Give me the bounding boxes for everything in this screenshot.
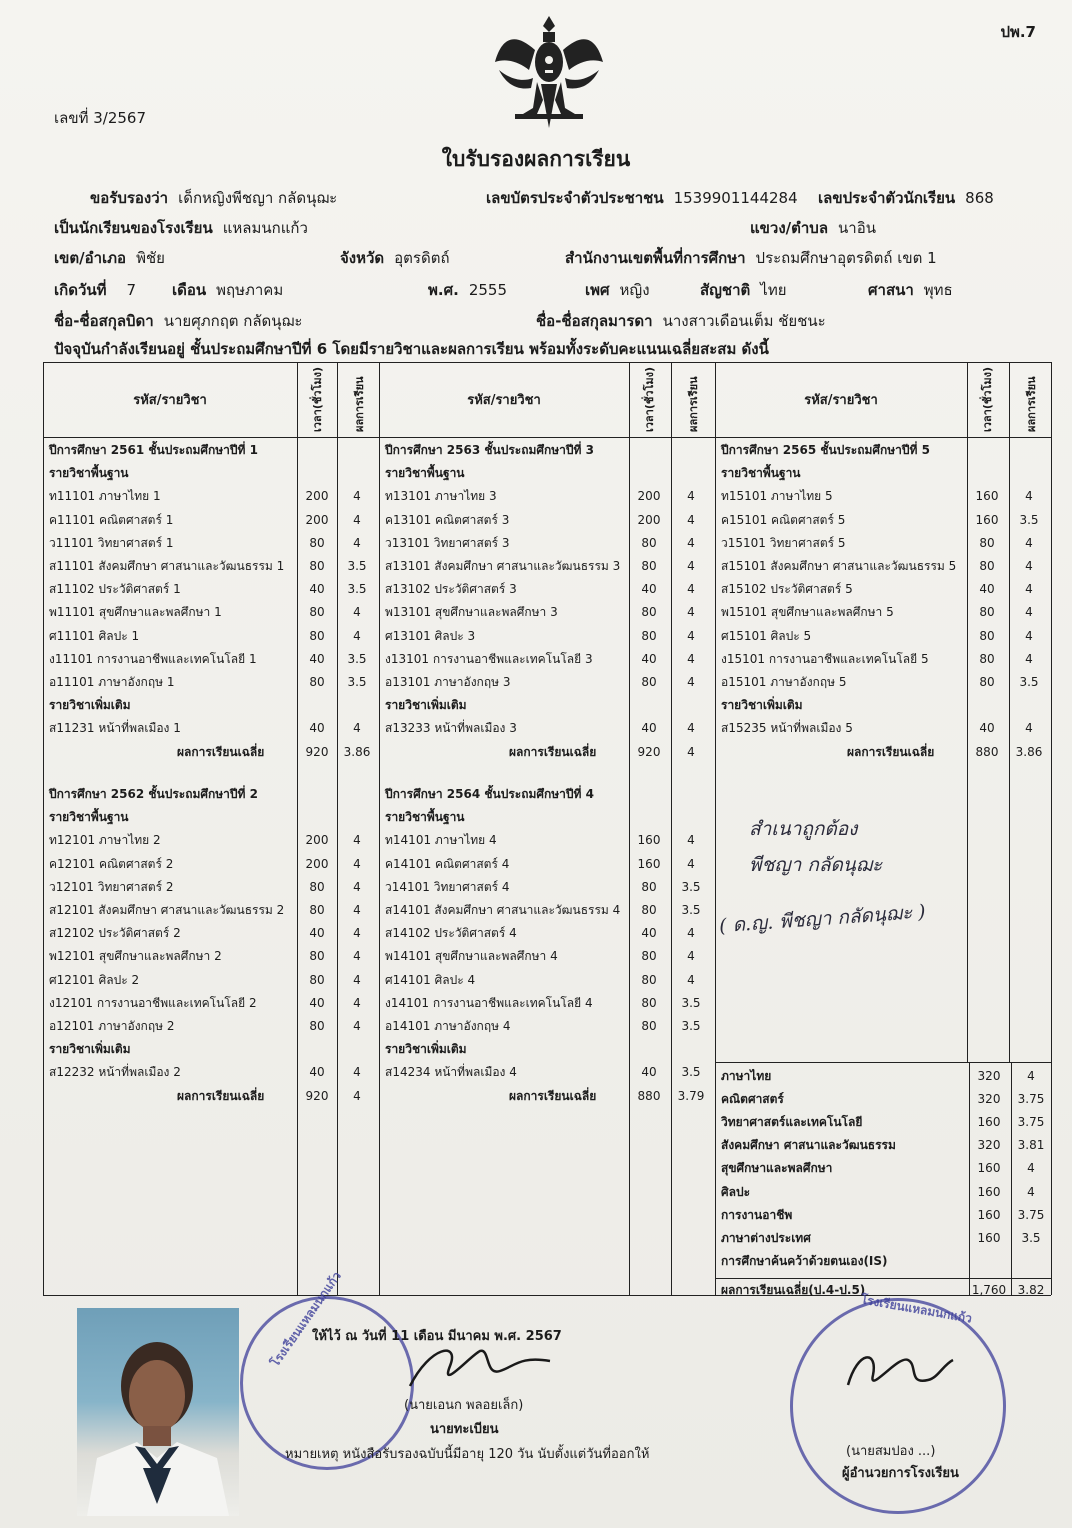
subject-name: ศ12101 ศิลปะ 2 — [49, 972, 140, 987]
average-grade: 3.79 — [677, 1088, 705, 1103]
average-grade: 4 — [353, 1088, 361, 1103]
summary-hours: 160 — [977, 1230, 1001, 1245]
handwritten-certification-line: สำเนาถูกต้อง — [749, 818, 858, 840]
subject-name: ค14101 คณิตศาสตร์ 4 — [385, 856, 510, 871]
province-label: จังหวัด — [340, 249, 385, 267]
extra-subjects-label: รายวิชาเพิ่มเติม — [49, 1042, 131, 1057]
subject-grade: 4 — [353, 926, 361, 941]
subject-name: ท11101 ภาษาไทย 1 — [49, 489, 161, 504]
subject-hours: 40 — [309, 721, 325, 736]
province-value: อุตรดิตถ์ — [394, 249, 450, 267]
director-title: ผู้อำนวยการโรงเรียน — [842, 1466, 959, 1481]
subject-grade: 3.5 — [681, 879, 701, 894]
table-top-border — [43, 362, 1051, 363]
summary-subject-group: การศึกษาค้นคว้าด้วยตนเอง(IS) — [721, 1253, 888, 1268]
subject-name: ศ11101 ศิลปะ 1 — [49, 628, 140, 643]
summary-subject-group: การงานอาชีพ — [721, 1207, 793, 1222]
summary-top-border — [715, 1062, 1051, 1063]
summary-subject-group: คณิตศาสตร์ — [721, 1092, 784, 1107]
subject-hours: 80 — [309, 949, 325, 964]
subject-hours: 160 — [637, 833, 661, 848]
summary-grade: 3.75 — [1017, 1207, 1045, 1222]
subject-name: พ14101 สุขศึกษาและพลศึกษา 4 — [385, 949, 558, 964]
director-name: (นายสมปอง ...) — [846, 1444, 936, 1459]
subject-name: ง11101 การงานอาชีพและเทคโนโลยี 1 — [49, 651, 257, 666]
summary-hours: 320 — [977, 1069, 1001, 1083]
subject-hours: 80 — [309, 903, 325, 917]
district-label: เขต/อำเภอ — [54, 249, 127, 267]
subject-hours: 200 — [305, 489, 329, 504]
subject-name: ส14234 หน้าที่พลเมือง 4 — [385, 1065, 517, 1080]
extra-subjects-label: รายวิชาเพิ่มเติม — [49, 698, 131, 713]
subject-grade: 4 — [1025, 605, 1033, 620]
subject-name: ส11101 สังคมศึกษา ศาสนาและวัฒนธรรม 1 — [49, 559, 285, 573]
subject-grade: 4 — [353, 512, 361, 527]
born-day: 7 — [126, 281, 137, 299]
subject-hours: 80 — [641, 675, 657, 689]
subject-hours: 40 — [641, 651, 657, 666]
subject-grade: 3.5 — [347, 651, 367, 666]
area-office-label: สำนักงานเขตพื้นที่การศึกษา — [565, 249, 746, 267]
subject-grade: 4 — [353, 535, 361, 550]
header-grade: ผลการเรียน — [353, 376, 366, 432]
subject-name: อ12101 ภาษาอังกฤษ 2 — [49, 1019, 175, 1033]
subject-name: อ15101 ภาษาอังกฤษ 5 — [721, 675, 847, 689]
religion-line — [868, 278, 953, 302]
subject-grade: 4 — [353, 1019, 361, 1033]
father-line — [54, 309, 302, 333]
born-year: 2555 — [468, 281, 507, 299]
basic-subjects-label: รายวิชาพื้นฐาน — [49, 466, 129, 481]
subject-grade: 4 — [687, 512, 695, 527]
header-subject: รหัส/รายวิชา — [804, 393, 878, 408]
summary-hours: 320 — [977, 1092, 1001, 1107]
subject-name: ว15101 วิทยาศาสตร์ 5 — [721, 535, 846, 550]
subject-hours: 200 — [305, 833, 329, 848]
sex-value: หญิง — [619, 281, 650, 299]
subject-grade: 4 — [353, 1065, 361, 1080]
subject-hours: 80 — [641, 949, 657, 964]
subject-hours: 40 — [309, 1065, 325, 1080]
column-divider-block — [379, 362, 380, 1295]
handwritten-certification-line: ( ด.ญ. พีชญา กลัดนุฌะ ) — [718, 900, 927, 938]
subject-grade: 3.5 — [347, 559, 367, 573]
school-name: แหลมนกแก้ว — [222, 219, 308, 237]
mother-line — [536, 309, 826, 333]
header-hours: เวลา(ชั่วโมง) — [643, 366, 656, 432]
student-name: เด็กหญิงพีชญา กลัดนุฌะ — [178, 189, 338, 207]
basic-subjects-label: รายวิชาพื้นฐาน — [385, 466, 465, 481]
id-card-number: 1539901144284 — [673, 189, 798, 207]
table-left-border — [43, 362, 44, 1295]
birth-month-line — [172, 278, 283, 302]
summary-subject-group: ภาษาต่างประเทศ — [721, 1230, 811, 1245]
summary-total-hours: 1,760 — [971, 1282, 1007, 1297]
subject-name: ส11102 ประวัติศาสตร์ 1 — [49, 582, 181, 597]
subject-grade: 4 — [353, 856, 361, 871]
subject-name: พ15101 สุขศึกษาและพลศึกษา 5 — [721, 605, 894, 620]
subject-name: ค13101 คณิตศาสตร์ 3 — [385, 512, 510, 527]
registrar-name: (นายเอนก พลอยเล็ก) — [404, 1398, 524, 1413]
subject-hours: 40 — [309, 926, 325, 941]
student-number: 868 — [965, 189, 994, 207]
subject-grade: 4 — [353, 995, 361, 1010]
subject-hours: 80 — [641, 535, 657, 550]
average-label: ผลการเรียนเฉลี่ย — [177, 744, 265, 759]
sex-line — [585, 278, 650, 302]
year-label: พ.ศ. — [428, 281, 459, 299]
subject-grade: 3.5 — [1019, 512, 1039, 527]
column-divider-block — [1051, 362, 1052, 1295]
subject-name: อ14101 ภาษาอังกฤษ 4 — [385, 1019, 511, 1033]
subject-hours: 40 — [641, 926, 657, 941]
extra-subjects-label: รายวิชาเพิ่มเติม — [385, 1042, 467, 1057]
table-header-divider — [43, 437, 1051, 438]
header-grade: ผลการเรียน — [687, 376, 700, 432]
subject-hours: 80 — [641, 559, 657, 573]
id-card-line — [486, 186, 798, 210]
student-photo — [77, 1308, 239, 1516]
id-card-label: เลขบัตรประจำตัวประชาชน — [486, 189, 664, 207]
year-title: ปีการศึกษา 2563 ชั้นประถมศึกษาปีที่ 3 — [385, 443, 594, 457]
subject-hours: 160 — [637, 856, 661, 871]
subject-grade: 4 — [687, 489, 695, 504]
subject-hours: 40 — [309, 995, 325, 1010]
average-grade: 3.86 — [1015, 744, 1043, 759]
subject-hours: 40 — [309, 651, 325, 666]
subdistrict-label: แขวง/ตำบล — [750, 219, 829, 237]
subject-hours: 40 — [641, 1065, 657, 1080]
summary-grade: 4 — [1027, 1184, 1035, 1199]
year-title: ปีการศึกษา 2564 ชั้นประถมศึกษาปีที่ 4 — [385, 787, 594, 801]
subject-name: ว14101 วิทยาศาสตร์ 4 — [385, 879, 510, 894]
subject-hours: 80 — [309, 675, 325, 689]
subject-name: ส12102 ประวัติศาสตร์ 2 — [49, 926, 181, 941]
year-title: ปีการศึกษา 2562 ชั้นประถมศึกษาปีที่ 2 — [49, 787, 258, 801]
subject-name: ส13233 หน้าที่พลเมือง 3 — [385, 721, 517, 736]
subject-hours: 80 — [641, 605, 657, 620]
district-line — [54, 246, 165, 270]
subject-grade: 4 — [687, 856, 695, 871]
summary-subject-group: สังคมศึกษา ศาสนาและวัฒนธรรม — [721, 1138, 896, 1153]
subject-hours: 40 — [979, 582, 995, 597]
subdistrict-value: นาอิน — [838, 219, 876, 237]
subject-grade: 4 — [687, 605, 695, 620]
subject-grade: 4 — [687, 628, 695, 643]
student-no-line — [818, 186, 994, 210]
subject-grade: 3.5 — [347, 582, 367, 597]
header-subject: รหัส/รายวิชา — [133, 393, 207, 408]
subject-name: ง13101 การงานอาชีพและเทคโนโลยี 3 — [385, 651, 593, 666]
table-bottom-border — [43, 1295, 1051, 1296]
average-hours: 880 — [975, 744, 999, 759]
subject-hours: 40 — [309, 582, 325, 597]
subject-hours: 80 — [979, 605, 995, 620]
sex-label: เพศ — [585, 281, 610, 299]
handwritten-certification-line: พีชญา กลัดนุฌะ — [749, 854, 883, 876]
subject-grade: 4 — [353, 489, 361, 504]
subject-grade: 4 — [687, 651, 695, 666]
extra-subjects-label: รายวิชาเพิ่มเติม — [721, 698, 803, 713]
subject-grade: 4 — [687, 559, 695, 573]
subject-hours: 200 — [305, 856, 329, 871]
subject-name: ส14101 สังคมศึกษา ศาสนาและวัฒนธรรม 4 — [385, 903, 621, 917]
subject-name: อ11101 ภาษาอังกฤษ 1 — [49, 675, 175, 689]
summary-grade: 3.75 — [1017, 1092, 1045, 1107]
summary-subject-group: สุขศึกษาและพลศึกษา — [721, 1161, 833, 1176]
subject-grade: 4 — [687, 721, 695, 736]
average-label: ผลการเรียนเฉลี่ย — [177, 1088, 265, 1103]
student-no-label: เลขประจำตัวนักเรียน — [818, 189, 956, 207]
seal-left-text: โรงเรียนแหลมนกแก้ว — [267, 1269, 344, 1370]
subdistrict-line — [750, 216, 876, 240]
summary-grade: 4 — [1027, 1161, 1035, 1176]
header-grade: ผลการเรียน — [1025, 376, 1038, 432]
subject-grade: 4 — [687, 535, 695, 550]
school-line — [54, 216, 308, 240]
province-line — [340, 246, 450, 270]
subject-hours: 200 — [305, 512, 329, 527]
subject-name: ค15101 คณิตศาสตร์ 5 — [721, 512, 846, 527]
seal-right-text: โรงเรียนแหลมนกแก้ว — [859, 1292, 974, 1326]
birth-day-line — [54, 278, 136, 302]
subject-grade: 3.5 — [681, 995, 701, 1010]
average-grade: 4 — [687, 744, 695, 759]
subject-name: ส15101 สังคมศึกษา ศาสนาและวัฒนธรรม 5 — [721, 559, 957, 573]
document-title: ใบรับรองผลการเรียน — [441, 147, 631, 171]
subject-name: ท13101 ภาษาไทย 3 — [385, 489, 497, 504]
basic-subjects-label: รายวิชาพื้นฐาน — [385, 810, 465, 825]
subject-hours: 40 — [641, 582, 657, 597]
subject-grade: 4 — [353, 972, 361, 987]
average-grade: 3.86 — [343, 744, 371, 759]
student-portrait-icon — [77, 1308, 239, 1516]
subject-name: ส12232 หน้าที่พลเมือง 2 — [49, 1065, 181, 1080]
summary-grade: 4 — [1027, 1069, 1035, 1083]
average-label: ผลการเรียนเฉลี่ย — [509, 744, 597, 759]
header-hours: เวลา(ชั่วโมง) — [981, 366, 994, 432]
summary-grade: 3.81 — [1017, 1138, 1045, 1153]
father-name: นายศุภกฤต กลัดนุฌะ — [163, 312, 303, 330]
subject-hours: 160 — [975, 512, 999, 527]
extra-subjects-label: รายวิชาเพิ่มเติม — [385, 698, 467, 713]
summary-hours: 160 — [977, 1207, 1001, 1222]
column-divider-hours — [967, 362, 968, 1062]
subject-name: ศ14101 ศิลปะ 4 — [385, 972, 476, 987]
subject-hours: 80 — [641, 972, 657, 987]
subject-grade: 4 — [687, 949, 695, 964]
subject-grade: 4 — [687, 582, 695, 597]
summary-grade: 3.5 — [1021, 1230, 1041, 1245]
born-month: พฤษภาคม — [216, 281, 284, 299]
area-office-line — [565, 246, 937, 270]
grades-table — [43, 362, 1051, 1295]
subject-name: ศ15101 ศิลปะ 5 — [721, 628, 812, 643]
issued-date: ให้ไว้ ณ วันที่ 11 เดือน มีนาคม พ.ศ. 2567 — [312, 1329, 562, 1344]
subject-hours: 40 — [641, 721, 657, 736]
certify-line — [90, 186, 337, 210]
subject-name: ค11101 คณิตศาสตร์ 1 — [49, 512, 174, 527]
subject-grade: 3.5 — [681, 1065, 701, 1080]
subject-grade: 4 — [1025, 489, 1033, 504]
enrollment-intro: ปัจจุบันกำลังเรียนอยู่ ชั้นประถมศึกษาปีที่ 6 โดยมีรายวิชาและผลการเรียน พร้อมทั้งระดับคะแนนเฉลี่ยสะสม ดังนี้ — [54, 340, 769, 358]
subject-name: ท12101 ภาษาไทย 2 — [49, 833, 161, 848]
basic-subjects-label: รายวิชาพื้นฐาน — [49, 810, 129, 825]
subject-hours: 80 — [979, 651, 995, 666]
subject-name: ท14101 ภาษาไทย 4 — [385, 833, 497, 848]
mother-label: ชื่อ-ชื่อสกุลมารดา — [536, 312, 653, 330]
subject-name: ส13101 สังคมศึกษา ศาสนาและวัฒนธรรม 3 — [385, 559, 621, 573]
subject-hours: 80 — [309, 628, 325, 643]
average-hours: 920 — [305, 1088, 329, 1103]
subject-grade: 4 — [1025, 535, 1033, 550]
form-code: ปพ.7 — [1000, 23, 1036, 41]
average-label: ผลการเรียนเฉลี่ย — [847, 744, 935, 759]
subject-grade: 3.5 — [1019, 675, 1039, 689]
subject-name: ส11231 หน้าที่พลเมือง 1 — [49, 721, 181, 736]
subject-hours: 80 — [979, 675, 995, 689]
subject-hours: 80 — [641, 879, 657, 894]
summary-hours: 320 — [977, 1138, 1001, 1153]
subject-grade: 4 — [687, 675, 695, 689]
subject-name: ศ13101 ศิลปะ 3 — [385, 628, 476, 643]
garuda-emblem-icon — [493, 10, 605, 132]
subject-hours: 80 — [309, 605, 325, 620]
subject-name: ส15102 ประวัติศาสตร์ 5 — [721, 582, 853, 597]
summary-subject-group: ศิลปะ — [721, 1184, 751, 1199]
nationality-label: สัญชาติ — [700, 281, 751, 299]
subject-grade: 4 — [1025, 559, 1033, 573]
average-hours: 920 — [637, 744, 661, 759]
year-title: ปีการศึกษา 2561 ชั้นประถมศึกษาปีที่ 1 — [49, 443, 258, 457]
summary-total-divider — [715, 1278, 1051, 1279]
area-office-value: ประถมศึกษาอุตรดิตถ์ เขต 1 — [755, 249, 937, 267]
summary-subject-group: ภาษาไทย — [721, 1069, 772, 1083]
subject-grade: 4 — [353, 628, 361, 643]
subject-hours: 80 — [309, 879, 325, 894]
school-label: เป็นนักเรียนของโรงเรียน — [54, 219, 213, 237]
subject-name: ว12101 วิทยาศาสตร์ 2 — [49, 879, 174, 894]
mother-name: นางสาวเดือนเต็ม ชัยชนะ — [662, 312, 826, 330]
summary-hours: 160 — [977, 1184, 1001, 1199]
summary-total-grade: 3.82 — [1017, 1282, 1045, 1297]
summary-hours: 160 — [977, 1115, 1001, 1130]
district-value: พิชัย — [136, 249, 165, 267]
subject-grade: 4 — [1025, 651, 1033, 666]
subject-name: ท15101 ภาษาไทย 5 — [721, 489, 833, 504]
nationality-line — [700, 278, 787, 302]
summary-subject-group: วิทยาศาสตร์และเทคโนโลยี — [721, 1115, 863, 1130]
birth-year-line — [428, 278, 507, 302]
subject-hours: 80 — [641, 628, 657, 643]
subject-hours: 200 — [637, 489, 661, 504]
subject-grade: 3.5 — [681, 903, 701, 917]
subject-name: ส14102 ประวัติศาสตร์ 4 — [385, 926, 517, 941]
subject-grade: 3.5 — [347, 675, 367, 689]
subject-name: อ13101 ภาษาอังกฤษ 3 — [385, 675, 511, 689]
subject-hours: 80 — [309, 559, 325, 573]
subject-grade: 4 — [1025, 582, 1033, 597]
subject-hours: 200 — [637, 512, 661, 527]
summary-grade: 3.75 — [1017, 1115, 1045, 1130]
subject-hours: 80 — [641, 1019, 657, 1033]
subject-grade: 4 — [687, 926, 695, 941]
subject-grade: 3.5 — [681, 1019, 701, 1033]
column-divider-grade — [1009, 362, 1010, 1062]
director-signature-icon — [838, 1340, 958, 1400]
subject-name: ส15235 หน้าที่พลเมือง 5 — [721, 721, 853, 736]
subject-grade: 4 — [353, 833, 361, 848]
summary-hours: 160 — [977, 1161, 1001, 1176]
subject-name: ว11101 วิทยาศาสตร์ 1 — [49, 535, 174, 550]
subject-hours: 80 — [641, 995, 657, 1010]
father-label: ชื่อ-ชื่อสกุลบิดา — [54, 312, 154, 330]
subject-hours: 80 — [979, 559, 995, 573]
subject-name: พ11101 สุขศึกษาและพลศึกษา 1 — [49, 605, 222, 620]
document-number: เลขที่ 3/2567 — [54, 109, 146, 127]
subject-hours: 80 — [641, 903, 657, 917]
column-divider-block — [715, 362, 716, 1295]
born-label: เกิดวันที่ — [54, 281, 107, 299]
subject-hours: 40 — [979, 721, 995, 736]
subject-name: พ13101 สุขศึกษาและพลศึกษา 3 — [385, 605, 558, 620]
subject-name: ว13101 วิทยาศาสตร์ 3 — [385, 535, 510, 550]
subject-hours: 160 — [975, 489, 999, 504]
subject-name: ง12101 การงานอาชีพและเทคโนโลยี 2 — [49, 995, 257, 1010]
subject-hours: 80 — [309, 1019, 325, 1033]
religion-value: พุทธ — [923, 281, 953, 299]
subject-name: ง14101 การงานอาชีพและเทคโนโลยี 4 — [385, 995, 593, 1010]
subject-grade: 4 — [353, 879, 361, 894]
average-hours: 880 — [637, 1088, 661, 1103]
subject-name: ส12101 สังคมศึกษา ศาสนาและวัฒนธรรม 2 — [49, 903, 285, 917]
average-label: ผลการเรียนเฉลี่ย — [509, 1088, 597, 1103]
subject-grade: 4 — [1025, 628, 1033, 643]
year-title: ปีการศึกษา 2565 ชั้นประถมศึกษาปีที่ 5 — [721, 443, 930, 457]
subject-grade: 4 — [353, 903, 361, 917]
subject-name: ง15101 การงานอาชีพและเทคโนโลยี 5 — [721, 651, 929, 666]
subject-grade: 4 — [687, 833, 695, 848]
registrar-title: นายทะเบียน — [430, 1422, 499, 1437]
subject-name: พ12101 สุขศึกษาและพลศึกษา 2 — [49, 949, 222, 964]
validity-note: หมายเหตุ หนังสือรับรองฉบับนี้มีอายุ 120 วัน นับตั้งแต่วันที่ออกให้ — [285, 1447, 650, 1462]
month-label: เดือน — [172, 281, 207, 299]
subject-hours: 80 — [979, 628, 995, 643]
subject-grade: 4 — [687, 972, 695, 987]
header-hours: เวลา(ชั่วโมง) — [311, 366, 324, 432]
nationality-value: ไทย — [760, 281, 787, 299]
header-subject: รหัส/รายวิชา — [467, 393, 541, 408]
subject-hours: 80 — [309, 972, 325, 987]
religion-label: ศาสนา — [868, 281, 914, 299]
certify-label: ขอรับรองว่า — [90, 189, 169, 207]
summary-total-label: ผลการเรียนเฉลี่ย(ป.4-ป.5) — [721, 1282, 866, 1297]
subject-name: ค12101 คณิตศาสตร์ 2 — [49, 856, 174, 871]
basic-subjects-label: รายวิชาพื้นฐาน — [721, 466, 801, 481]
subject-hours: 80 — [979, 535, 995, 550]
subject-grade: 4 — [353, 605, 361, 620]
registrar-signature-icon — [400, 1336, 560, 1396]
subject-grade: 4 — [353, 721, 361, 736]
subject-name: ส13102 ประวัติศาสตร์ 3 — [385, 582, 517, 597]
subject-grade: 4 — [353, 949, 361, 964]
subject-hours: 80 — [309, 535, 325, 550]
average-hours: 920 — [305, 744, 329, 759]
subject-grade: 4 — [1025, 721, 1033, 736]
